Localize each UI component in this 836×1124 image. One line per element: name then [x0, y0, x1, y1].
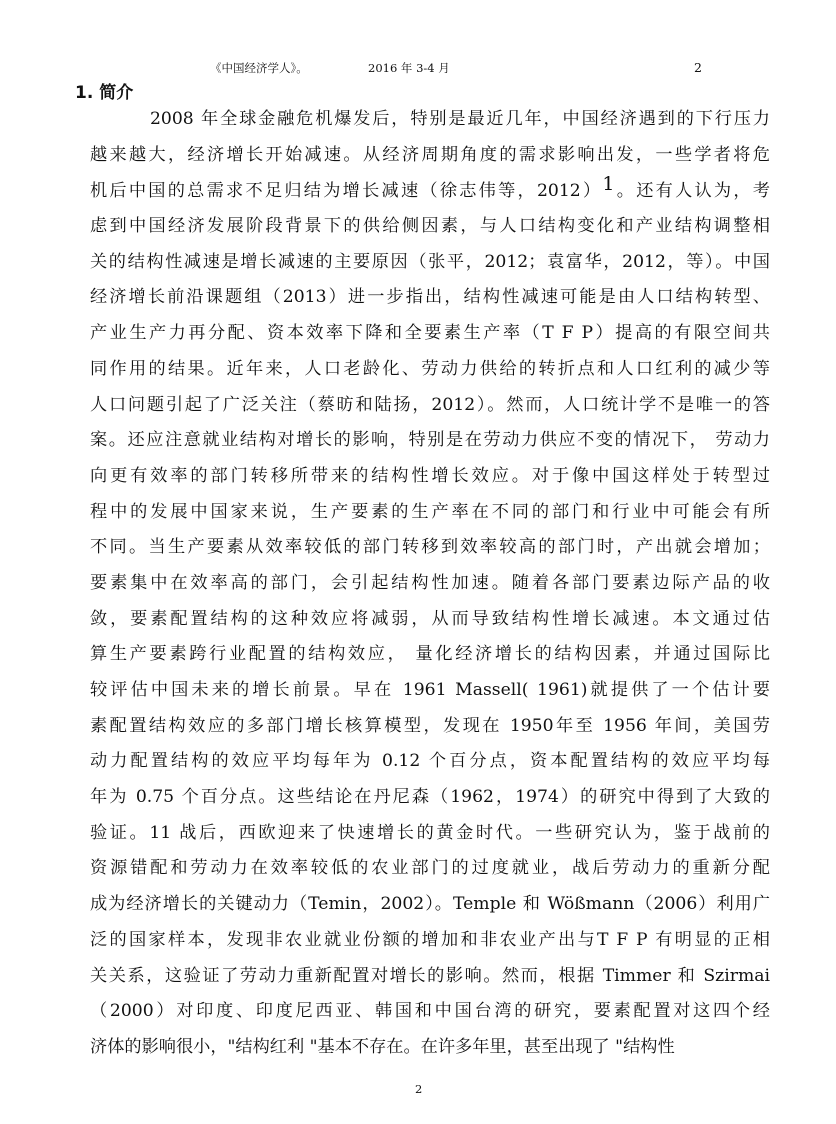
paragraph-line: 算生产要素跨行业配置的结构效应， 量化经济增长的结构因素，并通过国际比 — [90, 644, 770, 665]
paragraph-line: 越来越大，经济增长开始减速。从经济周期角度的需求影响出发，一些学者将危 — [90, 144, 770, 165]
paragraph-line: 同作用的结果。近年来，人口老龄化、劳动力供给的转折点和人口红利的减少等 — [90, 358, 770, 379]
paragraph-line: 关的结构性减速是增长减速的主要原因（张平，2012；袁富华，2012，等）。中国 — [90, 251, 770, 272]
paragraph-line-with-footnote — [90, 173, 770, 209]
paragraph-line: 较评估中国未来的增长前景。早在 1961 Massell( 1961)就提供了一个估计要 — [90, 680, 770, 700]
paragraph-line: 要素集中在效率高的部门，会引起结构性加速。随着各部门要素边际产品的收 — [90, 572, 770, 593]
paragraph-line: 向更有效率的部门转移所带来的结构性增长效应。对于像中国这样处于转型过 — [90, 465, 770, 486]
paragraph-line: 程中的发展中国家来说，生产要素的生产率在不同的部门和行业中可能会有所 — [90, 501, 770, 522]
paragraph-line: 敛，要素配置结构的这种效应将减弱，从而导致结构性增长减速。本文通过估 — [90, 608, 770, 629]
header-page-number: 2 — [694, 60, 702, 75]
running-header — [0, 60, 836, 80]
paragraph-line: 资源错配和劳动力在效率较低的农业部门的过度就业，战后劳动力的重新分配 — [90, 858, 770, 879]
paragraph-line: 泛的国家样本，发现非农业就业份额的增加和非农业产出与T F P 有明显的正相 — [90, 929, 770, 950]
paragraph-line: 2008 年全球金融危机爆发后，特别是最近几年，中国经济遇到的下行压力 — [150, 109, 770, 129]
paragraph-line: 经济增长前沿课题组（2013）进一步指出，结构性减速可能是由人口结构转型、 — [90, 287, 770, 308]
footer-page-number: 2 — [415, 1082, 423, 1096]
paragraph-line: 产业生产力再分配、资本效率下降和全要素生产率（T F P）提高的有限空间共 — [90, 323, 770, 344]
paragraph-line: 虑到中国经济发展阶段背景下的供给侧因素，与人口结构变化和产业结构调整相 — [90, 216, 770, 237]
paragraph-line-tail: 。还有人认为，考 — [614, 181, 770, 202]
paragraph-line: 不同。当生产要素从效率较低的部门转移到效率较高的部门时，产出就会增加； — [90, 537, 770, 558]
paragraph-line: 案。还应注意就业结构对增长的影响，特别是在劳动力供应不变的情况下， 劳动力 — [90, 430, 770, 451]
paragraph-line: 验证。11 战后，西欧迎来了快速增长的黄金时代。一些研究认为，鉴于战前的 — [90, 822, 770, 843]
paragraph-line: 济体的影响很小，"结构红利 "基本不存在。在许多年里，甚至出现了 "结构性 — [90, 1036, 675, 1057]
paragraph-line: 年为 0.75 个百分点。这些结论在丹尼森（1962，1974）的研究中得到了大致的 — [90, 787, 770, 808]
paragraph-line: 人口问题引起了广泛关注（蔡昉和陆扬，2012）。然而，人口统计学不是唯一的答 — [90, 394, 770, 415]
paragraph-line: （2000）对印度、印度尼西亚、韩国和中国台湾的研究，要素配置对这四个经 — [90, 1001, 770, 1022]
body-paragraph — [90, 102, 770, 1066]
paragraph-line: 素配置结构效应的多部门增长核算模型，发现在 1950年至 1956 年间，美国劳 — [90, 715, 770, 736]
paragraph-line-text: 机后中国的总需求不足归结为增长减速（徐志伟等，2012） — [90, 181, 603, 202]
journal-title: 《中国经济学人》。 — [210, 61, 308, 75]
footnote-marker: 1 — [602, 173, 615, 196]
paragraph-line: 动力配置结构的效应平均每年为 0.12 个百分点，资本配置结构的效应平均每 — [90, 751, 770, 772]
section-heading: 1. 简介 — [75, 83, 134, 103]
paragraph-line: 成为经济增长的关键动力（Temin，2002）。Temple 和 Wößmann（2006）利用广 — [90, 894, 770, 915]
issue-date: 2016 年 3-4 月 — [368, 61, 450, 75]
paragraph-line: 关关系，这验证了劳动力重新配置对增长的影响。然而，根据 Timmer 和 Szirmai — [90, 965, 770, 986]
